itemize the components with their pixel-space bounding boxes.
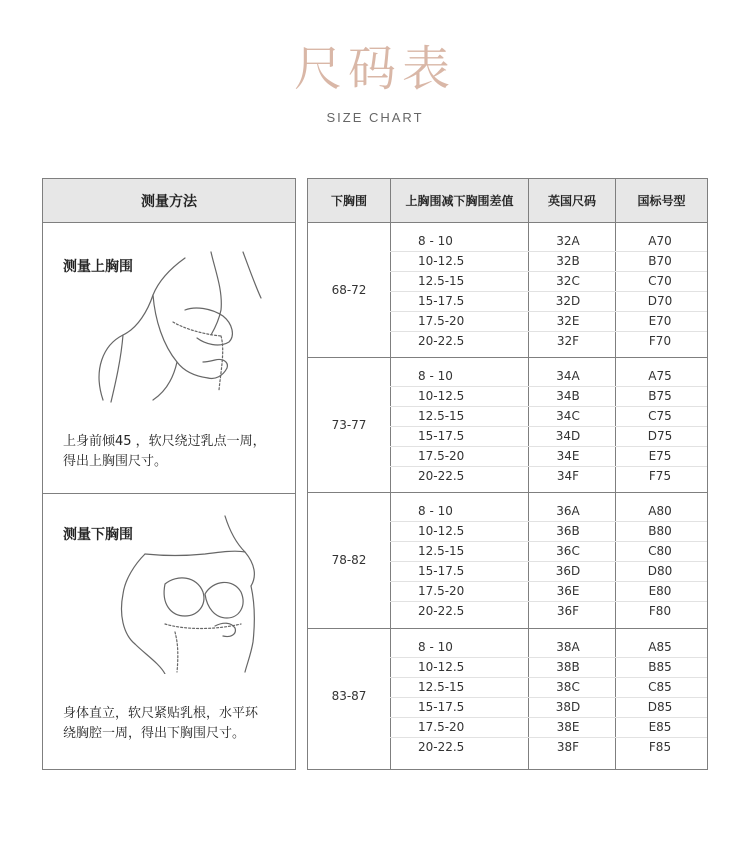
diff-cell: 12.5-15 (418, 274, 465, 288)
cn-size-cell: E70 (648, 314, 672, 328)
table-row (390, 231, 707, 251)
group-separator (308, 492, 707, 493)
under-bust-desc-2: 绕胸腔一周，得出下胸围尺寸。 (63, 726, 246, 741)
cn-size-cell: D80 (647, 564, 673, 578)
group-separator (308, 357, 707, 358)
table-row (390, 581, 707, 601)
uk-size-cell: 32A (556, 234, 580, 248)
upper-bust-desc-2: 得出上胸围尺寸。 (63, 454, 168, 469)
uk-size-cell: 38F (556, 740, 580, 754)
page-subtitle: SIZE CHART (326, 110, 424, 125)
cn-size-cell: E85 (648, 720, 672, 734)
under-bust-range: 68-72 (331, 282, 367, 297)
cn-size-cell: D75 (647, 429, 673, 443)
cn-size-cell: F75 (648, 469, 672, 483)
under-bust-desc-1: 身体直立，软尺紧贴乳根，水平环 (63, 706, 259, 721)
cn-size-cell: F70 (648, 334, 672, 348)
under-bust-section (43, 494, 295, 770)
table-row (390, 386, 707, 406)
diff-cell: 10-12.5 (418, 254, 465, 268)
uk-size-cell: 32C (556, 274, 580, 288)
under-bust-illustration (105, 514, 285, 674)
table-row (390, 637, 707, 657)
uk-size-cell: 36B (556, 524, 580, 538)
uk-size-cell: 36F (556, 604, 580, 618)
measurement-method-panel (42, 178, 296, 770)
uk-size-cell: 34D (555, 429, 581, 443)
cn-size-cell: E75 (648, 449, 672, 463)
diff-cell: 8 - 10 (418, 234, 453, 248)
cn-size-cell: E80 (648, 584, 672, 598)
diff-cell: 17.5-20 (418, 449, 465, 463)
under-bust-range: 83-87 (331, 688, 367, 703)
table-row (390, 657, 707, 677)
cn-size-cell: C70 (648, 274, 672, 288)
table-row (390, 466, 707, 486)
diff-cell: 20-22.5 (418, 604, 465, 618)
uk-size-cell: 36A (556, 504, 580, 518)
table-row (390, 561, 707, 581)
uk-size-cell: 36C (556, 544, 580, 558)
cn-size-cell: D70 (647, 294, 673, 308)
diff-cell: 17.5-20 (418, 584, 465, 598)
uk-size-cell: 36E (556, 584, 580, 598)
header-cn-size: 国标号型 (637, 194, 686, 208)
upper-bust-section (43, 222, 295, 494)
uk-size-cell: 38C (556, 680, 580, 694)
table-row (390, 251, 707, 271)
cn-size-cell: A70 (648, 234, 672, 248)
upper-bust-illustration (93, 250, 273, 410)
uk-size-cell: 38A (556, 640, 580, 654)
uk-size-cell: 34C (556, 409, 580, 423)
diff-cell: 8 - 10 (418, 640, 453, 654)
cn-size-cell: F85 (648, 740, 672, 754)
upper-bust-label: 测量上胸围 (63, 259, 133, 275)
uk-size-cell: 38B (556, 660, 580, 674)
table-row (390, 271, 707, 291)
uk-size-cell: 38D (555, 700, 581, 714)
diff-cell: 12.5-15 (418, 544, 465, 558)
uk-size-cell: 32B (556, 254, 580, 268)
table-header (308, 179, 707, 223)
cn-size-cell: C85 (648, 680, 672, 694)
diff-cell: 8 - 10 (418, 369, 453, 383)
group-separator (308, 628, 707, 629)
diff-cell: 15-17.5 (418, 700, 465, 714)
cn-size-cell: A75 (648, 369, 672, 383)
under-bust-range: 73-77 (331, 417, 367, 432)
table-row (390, 521, 707, 541)
page-title: 尺码表 (293, 41, 456, 97)
uk-size-cell: 36D (555, 564, 581, 578)
uk-size-cell: 34F (556, 469, 580, 483)
uk-size-cell: 32F (556, 334, 580, 348)
table-row (390, 331, 707, 351)
under-bust-label: 测量下胸围 (63, 527, 133, 543)
diff-cell: 20-22.5 (418, 740, 465, 754)
diff-cell: 15-17.5 (418, 429, 465, 443)
diff-cell: 12.5-15 (418, 680, 465, 694)
uk-size-cell: 34A (556, 369, 580, 383)
table-row (390, 737, 707, 757)
diff-cell: 17.5-20 (418, 720, 465, 734)
measurement-method-header: 测量方法 (43, 179, 295, 223)
table-row (390, 406, 707, 426)
cn-size-cell: C80 (648, 544, 672, 558)
diff-cell: 20-22.5 (418, 469, 465, 483)
uk-size-cell: 34E (556, 449, 580, 463)
size-chart-table (307, 178, 708, 770)
diff-cell: 10-12.5 (418, 389, 465, 403)
cn-size-cell: F80 (648, 604, 672, 618)
cn-size-cell: B70 (648, 254, 672, 268)
upper-bust-desc-1: 上身前倾45 ，软尺绕过乳点一周， (63, 434, 266, 449)
uk-size-cell: 32D (555, 294, 581, 308)
diff-cell: 12.5-15 (418, 409, 465, 423)
uk-size-cell: 38E (556, 720, 580, 734)
table-row (390, 311, 707, 331)
cn-size-cell: A80 (648, 504, 672, 518)
diff-cell: 15-17.5 (418, 564, 465, 578)
table-row (390, 677, 707, 697)
header-under-bust: 下胸围 (330, 194, 367, 208)
diff-cell: 10-12.5 (418, 660, 465, 674)
table-row (390, 446, 707, 466)
cn-size-cell: B80 (648, 524, 672, 538)
diff-cell: 15-17.5 (418, 294, 465, 308)
cn-size-cell: B85 (648, 660, 672, 674)
diff-cell: 20-22.5 (418, 334, 465, 348)
header-bust-diff: 上胸围减下胸围差值 (405, 194, 514, 208)
cn-size-cell: C75 (648, 409, 672, 423)
table-row (390, 697, 707, 717)
header-uk-size: 英国尺码 (547, 194, 596, 208)
diff-cell: 17.5-20 (418, 314, 465, 328)
table-row (390, 541, 707, 561)
cn-size-cell: B75 (648, 389, 672, 403)
diff-cell: 8 - 10 (418, 504, 453, 518)
diff-cell: 10-12.5 (418, 524, 465, 538)
uk-size-cell: 32E (556, 314, 580, 328)
table-row (390, 601, 707, 621)
table-row (390, 717, 707, 737)
uk-size-cell: 34B (556, 389, 580, 403)
table-row (390, 366, 707, 386)
table-row (390, 291, 707, 311)
table-row (390, 426, 707, 446)
cn-size-cell: A85 (648, 640, 672, 654)
table-row (390, 501, 707, 521)
under-bust-range: 78-82 (331, 552, 367, 567)
cn-size-cell: D85 (647, 700, 673, 714)
